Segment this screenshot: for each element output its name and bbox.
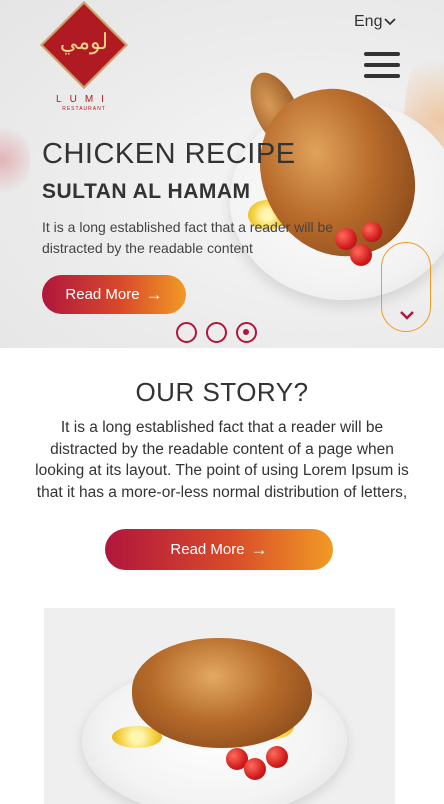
hero-description: It is a long established fact that a reader will be distracted by the readable content [42,219,334,256]
logo-subtitle: RESTAURANT [62,106,106,112]
logo-word: LUMI [56,94,112,105]
hero-read-more-button[interactable] [42,275,186,314]
hero-title: CHICKEN RECIPE [42,138,296,170]
slide-dot-2[interactable] [206,322,227,343]
arrow-right-icon: → [250,539,268,559]
restaurant-logo[interactable] [44,8,134,112]
food-image-card [44,608,395,804]
chevron-down-icon [399,309,415,321]
slide-dot-1[interactable] [176,322,197,343]
button-label: Read More [170,541,245,558]
slide-indicators [176,322,257,343]
hero-banner [0,0,444,348]
button-label: Read More [65,286,140,303]
story-text: It is a long established fact that a reader will be distracted by the readable content of a page when looking at its layout. The point of using Lorem Ipsum is that it has a more-or-less normal distribution of letters, [35,419,409,501]
scroll-down-button[interactable] [381,242,431,332]
hero-subtitle: SULTAN AL HAMAM [42,180,251,203]
slide-dot-3[interactable] [236,322,257,343]
decorative-blur [0,120,30,200]
language-label: Eng [354,13,383,30]
logo-script: لومي [59,30,109,55]
hamburger-menu-icon[interactable] [364,52,400,78]
arrow-right-icon: → [145,284,163,304]
story-read-more-button[interactable] [105,529,333,570]
chevron-down-icon [384,17,396,27]
story-title: OUR STORY? [135,377,309,407]
language-selector[interactable] [354,13,396,31]
